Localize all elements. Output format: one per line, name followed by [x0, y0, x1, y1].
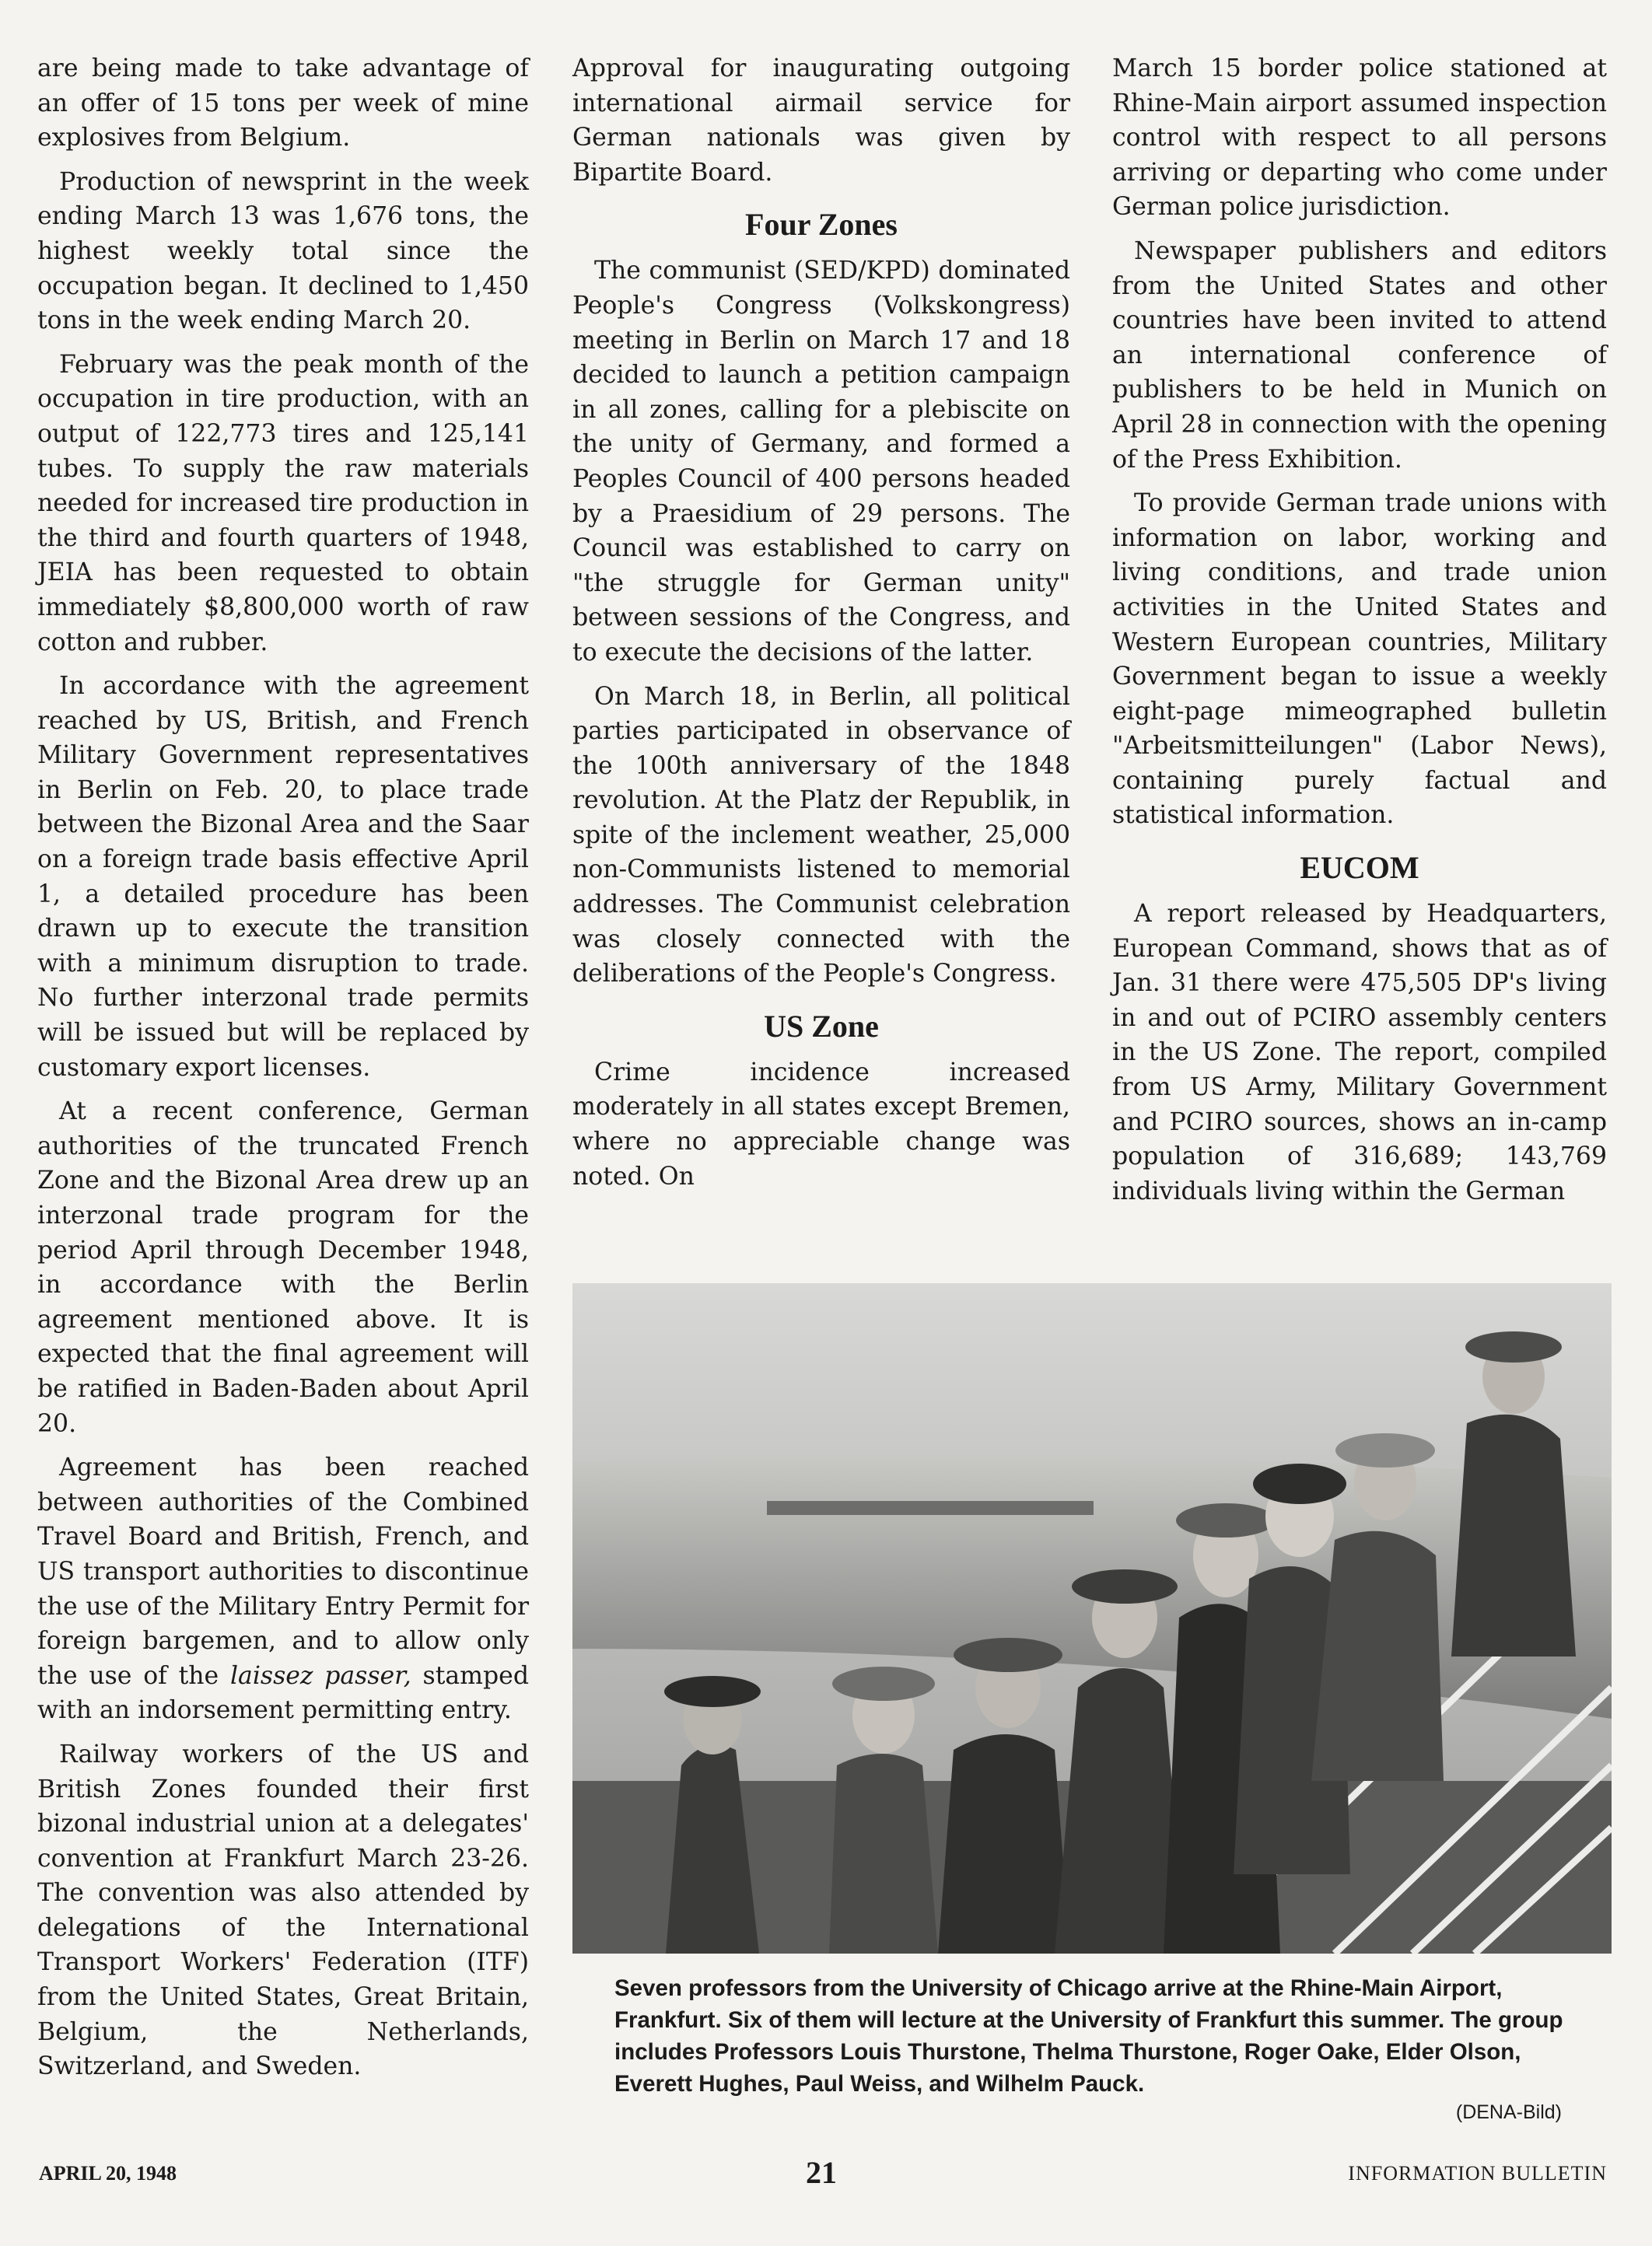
paragraph: Newspaper publishers and editors from the United States and other countries have been invited to attend an international conference of publishers to be held in Munich on April 28 in connection with the opening of the Press Exhibition. — [1112, 236, 1607, 474]
paragraph-laissez-passer — [37, 1450, 529, 1728]
column-2 — [572, 51, 1070, 1203]
column-3 — [1112, 51, 1607, 1218]
paragraph: The communist (SED/KPD) dominated People's Congress (Volkskongress) meeting in Berlin on March 17 and 18 decided to launch a petition campaign in all zones, calling for a plebiscite on the unity of Germany, and formed a Peoples Council of 400 persons headed by a Praesidium of 29 persons. The Council was established to carry on "the struggle for German unity" between sessions of the Congress, and to execute the decisions of the latter. — [572, 257, 1070, 666]
page-number: 21 — [806, 2155, 837, 2190]
paragraph: are being made to take advantage of an offer of 15 tons per week of mine explosives from Belgium. — [37, 54, 529, 152]
news-photo — [572, 1283, 1612, 1954]
paragraph: Production of newsprint in the week ending March 13 was 1,676 tons, the highest weekly total since the occupation began. It declined to 1,450 tons in the week ending March 20. — [37, 167, 529, 335]
italic-term: laissez passer, — [229, 1661, 411, 1690]
paragraph: March 15 border police stationed at Rhine-Main airport assumed inspection control with respect to all persons arriving or departing who come under German police jurisdiction. — [1112, 54, 1607, 222]
paragraph-text: Agreement has been reached between authorities of the Combined Travel Board and British, French, and US transport authorities to discontinue the use of the Military Entry Permit for foreign bargemen, and to allow only the use of the — [37, 1454, 529, 1690]
section-heading-eucom: EUCOM — [1300, 850, 1419, 886]
fuselage-stripe — [767, 1501, 1094, 1515]
paragraph: A report released by Headquarters, European Command, shows that as of Jan. 31 there were 475,505 DP's living in and out of PCIRO assembly centers in the US Zone. The report, compiled from US Army, Military Government and PCIRO sources, shows an in-camp population of 316,689; 143,769 individuals living within the German — [1112, 900, 1607, 1205]
paragraph: To provide German trade unions with information on labor, working and living conditions, and trade union activities in the United States and Western European countries, Military Government began to issue a weekly eight-page mimeographed bulletin "Arbeitsmitteilungen" (Labor News), containing purely factual and statistical information. — [1112, 489, 1607, 830]
section-heading-us-zone: US Zone — [764, 1008, 879, 1044]
photo-illustration — [572, 1283, 1612, 1954]
photo-caption: Seven professors from the University of Chicago arrive at the Rhine-Main Airport, Frankfurt. Six of them will lecture at the University of Frankfurt this summer. The group includes Professors Louis Thurstone, Thelma Thurstone, Roger Oake, Elder Olson, Everett Hughes, Paul Weiss, and Wilhelm Pauck. — [614, 1975, 1563, 2097]
paragraph: On March 18, in Berlin, all political parties participated in observance of the 100th anniversary of the 1848 revolution. At the Platz der Republik, in spite of the inclement weather, 25,000 non-Communists listened to memorial addresses. The Communist celebration was closely connected with the deliberations of the People's Congress. — [572, 682, 1070, 988]
section-heading-four-zones: Four Zones — [745, 207, 898, 243]
paragraph: In accordance with the agreement reached by US, British, and French Military Government representatives in Berlin on Feb. 20, to place trade between the Bizonal Area and the Saar on a foreign trade basis effective April 1, a detailed procedure has been drawn up to execute the transition with a minimum disruption to trade. No further interzonal trade permits will be issued but will be replaced by customary export licenses. — [37, 672, 529, 1082]
photo-credit: (DENA-Bild) — [1455, 2101, 1562, 2123]
column-1 — [37, 51, 529, 2094]
paragraph: February was the peak month of the occupation in tire production, with an output of 122,773 tires and 125,141 tubes. To supply the raw materials needed for increased tire production in the third and fourth quarters of 1948, JEIA has been requested to obtain immediately $8,800,000 worth of raw cotton and rubber. — [37, 350, 529, 656]
paragraph: At a recent conference, German authorities of the truncated French Zone and the Bizonal Area drew up an interzonal trade program for the period April through December 1948, in accordance with the Berlin agreement mentioned above. It is expected that the final agreement will be ratified in Baden-Baden about April 20. — [37, 1097, 529, 1438]
paragraph-text: stamped with an indorsement permitting entry. — [37, 1661, 529, 1725]
paragraph: Approval for inaugurating outgoing international airmail service for German nationals was given by Bipartite Board. — [572, 54, 1070, 187]
footer-date: APRIL 20, 1948 — [39, 2162, 177, 2185]
paragraph: Railway workers of the US and British Zones founded their first bizonal industrial union at a delegates' convention at Frankfurt March 23-26. The convention was also attended by delegations of the International Transport Workers' Federation (ITF) from the United States, Great Britain, Belgium, the Netherlands, Switzerland, and Sweden. — [37, 1740, 529, 2081]
publication-name: INFORMATION BULLETIN — [1348, 2162, 1607, 2185]
paragraph: Crime incidence increased moderately in all states except Bremen, where no appreciable change was noted. On — [572, 1058, 1070, 1191]
